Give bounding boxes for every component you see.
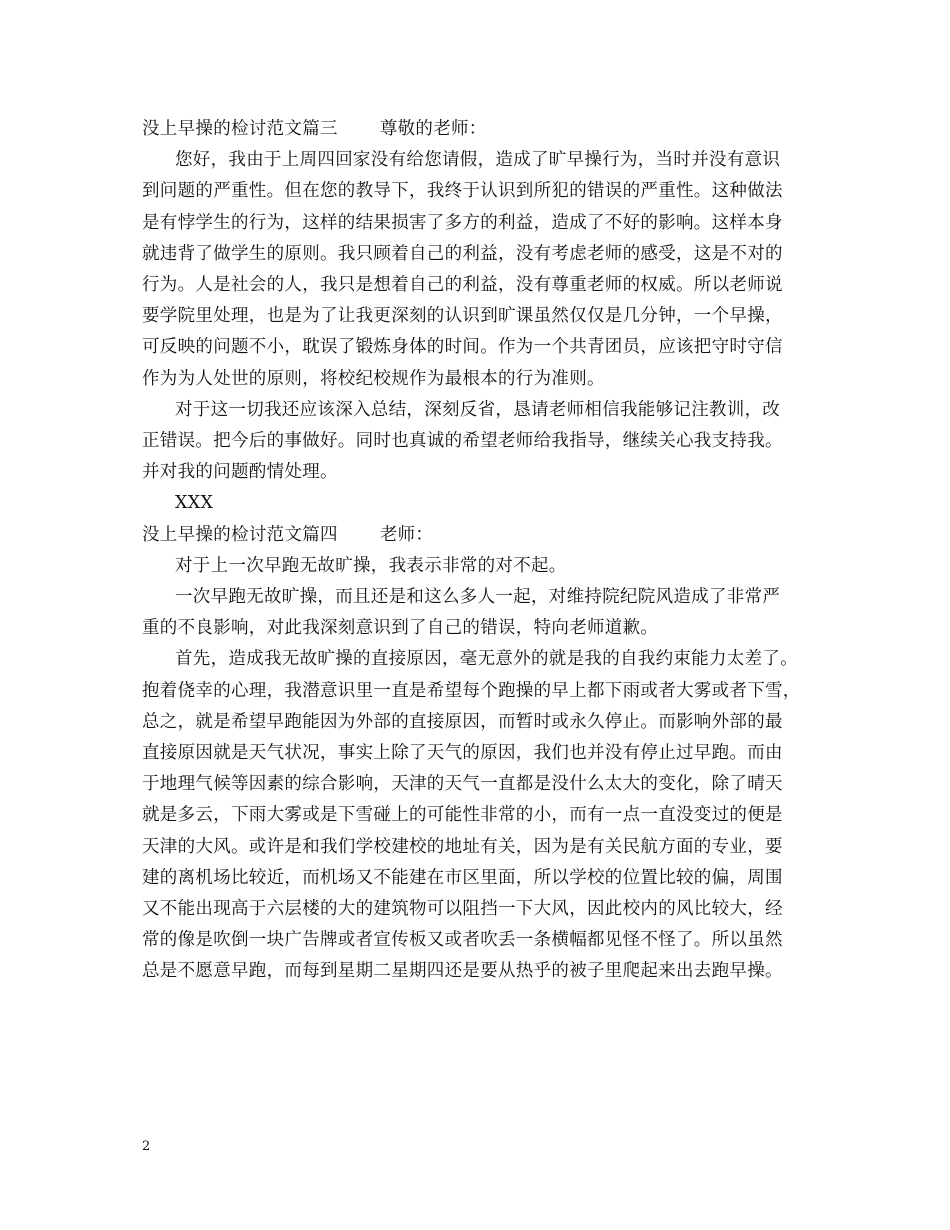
paragraph-line: 对于上一次早跑无故旷操，我表示非常的对不起。 <box>175 555 567 576</box>
paragraph-line: 建的离机场比较近，而机场又不能建在市区里面，所以学校的位置比较的偏，周围 <box>142 867 783 888</box>
paragraph-line: 对于这一切我还应该深入总结，深刻反省，恳请老师相信我能够记注教训，改 <box>175 399 781 420</box>
paragraph-line: 正错误。把今后的事做好。同时也真诚的希望老师给我指导，继续关心我支持我。 <box>142 431 783 452</box>
paragraph-line: 一次早跑无故旷操，而且还是和这么多人一起，对维持院纪院风造成了非常严 <box>175 587 781 608</box>
paragraph-line: 直接原因就是天气状况，事实上除了天气的原因，我们也并没有停止过早跑。而由 <box>142 743 783 764</box>
paragraph-line: 可反映的问题不小，耽误了锻炼身体的时间。作为一个共青团员，应该把守时守信 <box>142 337 783 358</box>
page-number: 2 <box>142 1139 151 1154</box>
paragraph-line: 天津的大风。或许是和我们学校建校的地址有关，因为是有关民航方面的专业，要 <box>142 836 783 857</box>
section-title: 没上早操的检讨范文篇三 <box>142 119 338 139</box>
section-heading <box>142 520 822 551</box>
paragraph <box>142 145 822 395</box>
paragraph-line: 总是不愿意早跑，而每到星期二星期四还是要从热乎的被子里爬起来出去跑早操。 <box>142 961 783 982</box>
paragraph <box>142 644 822 987</box>
paragraph-line: 到问题的严重性。但在您的教导下，我终于认识到所犯的错误的严重性。这种做法 <box>142 181 783 202</box>
document-body <box>142 114 822 988</box>
salutation: 尊敬的老师： <box>379 119 487 139</box>
section-title: 没上早操的检讨范文篇四 <box>142 524 338 545</box>
paragraph <box>142 551 822 582</box>
salutation: 老师： <box>379 524 434 545</box>
paragraph-line: 您好，我由于上周四回家没有给您请假，造成了旷早操行为，当时并没有意识 <box>175 150 781 171</box>
paragraph-line: 是有悖学生的行为，这样的结果损害了多方的利益，造成了不好的影响。这样本身 <box>142 212 783 233</box>
paragraph-line: 常的像是吹倒一块广告牌或者宣传板又或者吹丢一条横幅都见怪不怪了。所以虽然 <box>142 930 783 951</box>
paragraph-line: 行为。人是社会的人，我只是想着自己的利益，没有尊重老师的权威。所以老师说 <box>142 275 783 296</box>
paragraph <box>142 395 822 489</box>
section-heading <box>142 114 822 145</box>
paragraph-line: 作为为人处世的原则，将校纪校规作为最根本的行为准则。 <box>142 368 605 389</box>
paragraph-line: 首先，造成我无故旷操的直接原因，毫无意外的就是我的自我约束能力太差了。 <box>175 649 798 670</box>
signature: XXX <box>175 493 214 514</box>
paragraph-line: 重的不良影响，对此我深刻意识到了自己的错误，特向老师道歉。 <box>142 618 659 639</box>
paragraph-line: 总之，就是希望早跑能因为外部的直接原因，而暂时或永久停止。而影响外部的最 <box>142 711 783 732</box>
paragraph-line: 抱着侥幸的心理，我潜意识里一直是希望每个跑操的早上都下雨或者大雾或者下雪， <box>142 680 801 701</box>
paragraph-line: 要学院里处理，也是为了让我更深刻的认识到旷课虽然仅仅是几分钟，一个早操， <box>142 306 783 327</box>
paragraph-line: 就是多云，下雨大雾或是下雪碰上的可能性非常的小，而有一点一直没变过的便是 <box>142 805 783 826</box>
paragraph-line: 并对我的问题酌情处理。 <box>142 462 338 483</box>
paragraph-line: 于地理气候等因素的综合影响，天津的天气一直都是没什么太大的变化，除了晴天 <box>142 774 783 795</box>
paragraph-line: 就违背了做学生的原则。我只顾着自己的利益，没有考虑老师的感受，这是不对的 <box>142 243 783 264</box>
paragraph <box>142 582 822 644</box>
paragraph-line: 又不能出现高于六层楼的大的建筑物可以阻挡一下大风，因此校内的风比较大，经 <box>142 899 783 920</box>
